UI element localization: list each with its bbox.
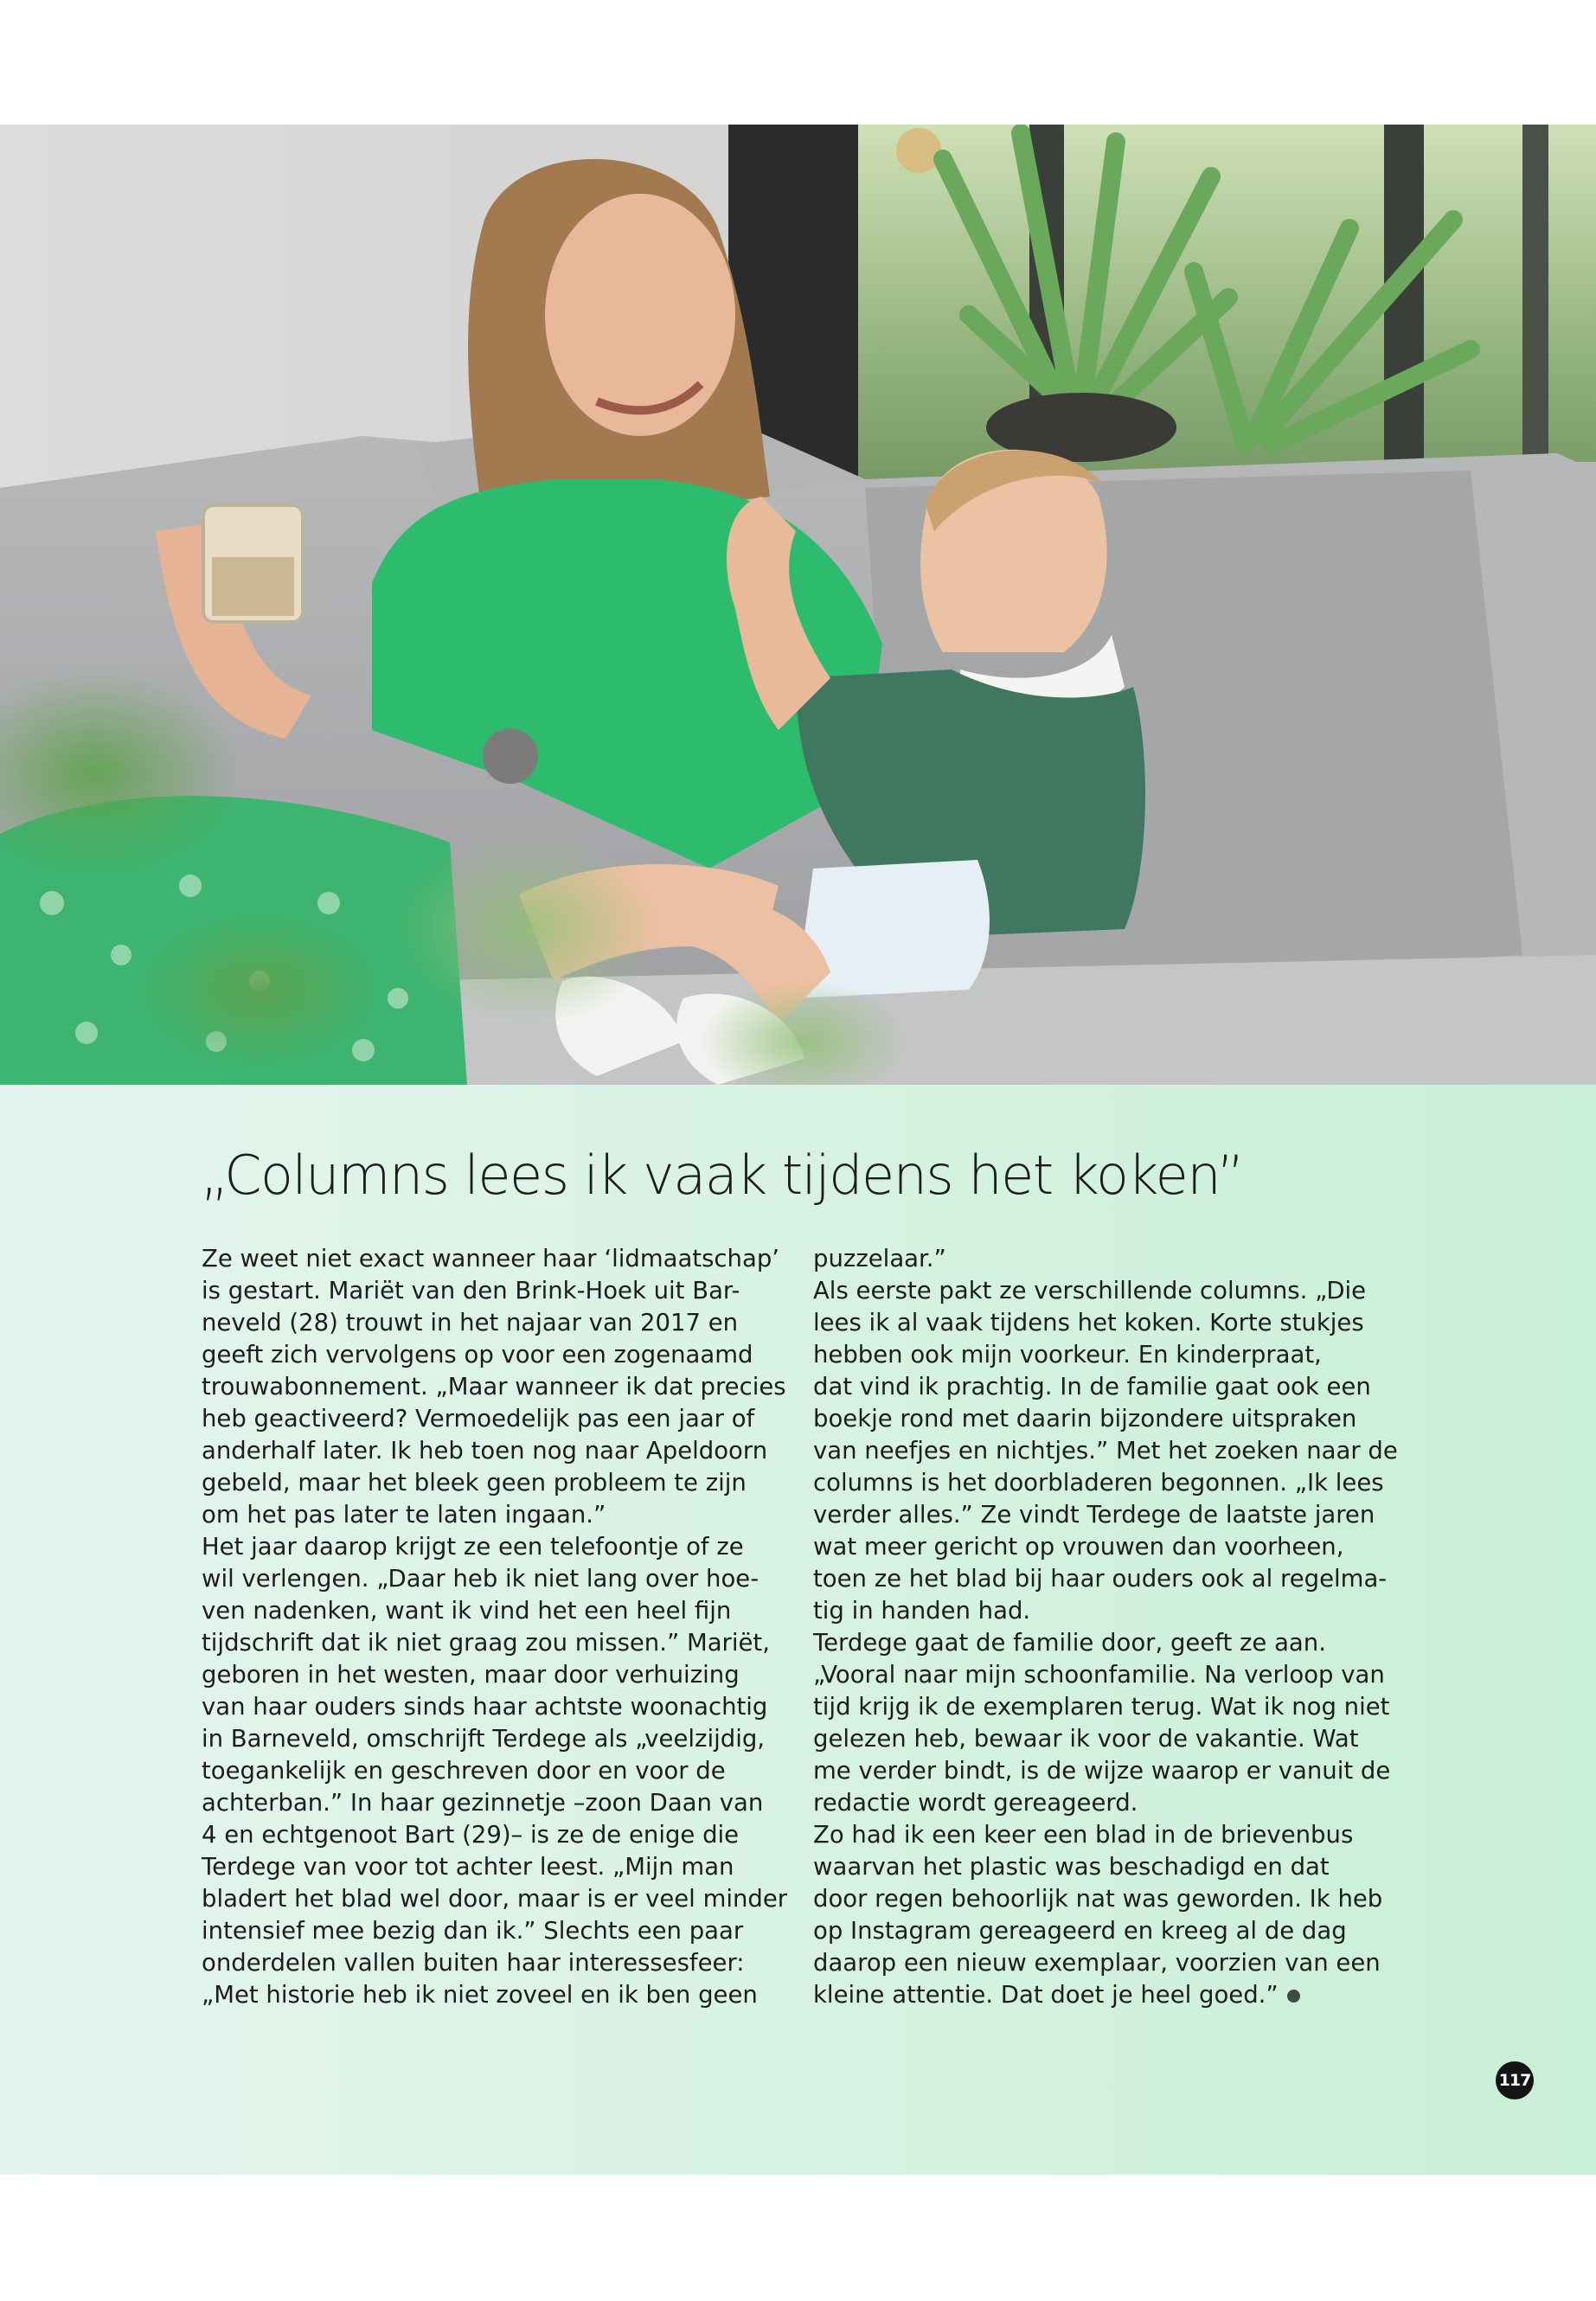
article-line-text: is gestart. Mariët van den Brink-Hoek uit Bar- <box>202 1277 740 1304</box>
article-line-text: achterban.” In haar gezinnetje –zoon Daan van <box>202 1789 764 1817</box>
article-line-text: van haar ouders sinds haar achtste woonachtig <box>202 1693 768 1721</box>
article-line-text: geboren in het westen, maar door verhuizing <box>202 1661 740 1689</box>
article-line-text: lees ik al vaak tijdens het koken. Korte stukjes <box>813 1309 1364 1336</box>
article-line <box>202 1371 807 1403</box>
article-line-text: daarop een nieuw exemplaar, voorzien van een <box>813 1949 1381 1977</box>
article-line <box>813 1947 1419 1979</box>
article-line-text: in Barneveld, omschrijft Terdege als „veelzijdig, <box>202 1725 766 1753</box>
article-line <box>202 1691 807 1723</box>
article-line-text: Het jaar daarop krijgt ze een telefoontje of ze <box>202 1533 744 1561</box>
article-line <box>813 1595 1419 1627</box>
article-line <box>202 1403 807 1435</box>
article-line <box>202 1819 807 1851</box>
article-line <box>202 1851 807 1883</box>
article-line <box>202 1915 807 1947</box>
article-line-text: Ze weet niet exact wanneer haar ‘lidmaatschap’ <box>202 1245 780 1272</box>
article-line <box>202 1275 807 1307</box>
article-line <box>813 1435 1419 1467</box>
article-line <box>813 1915 1419 1947</box>
article-line-text: neveld (28) trouwt in het najaar van 2017 en <box>202 1309 739 1336</box>
article-line-text: heb geactiveerd? Vermoedelijk pas een jaar of <box>202 1405 755 1433</box>
article-line-text: waarvan het plastic was beschadigd en dat <box>813 1853 1330 1881</box>
article-line <box>202 1307 807 1339</box>
article-line <box>202 1627 807 1659</box>
article-line-text: verder alles.” Ze vindt Terdege de laatste jaren <box>813 1501 1375 1529</box>
article-line <box>202 1659 807 1691</box>
article-line-text: hebben ook mijn voorkeur. En kinderpraat, <box>813 1341 1322 1368</box>
article-line-text: puzzelaar.” <box>813 1245 946 1272</box>
article-line <box>202 1467 807 1499</box>
article-line-text: me verder bindt, is de wijze waarop er vanuit de <box>813 1757 1391 1785</box>
page-number-badge: 117 <box>1496 2061 1534 2099</box>
article-line-text: gelezen heb, bewaar ik voor de vakantie. Wat <box>813 1725 1359 1753</box>
article-line-text: op Instagram gereageerd en kreeg al de dag <box>813 1917 1347 1945</box>
article-line <box>813 1979 1419 2011</box>
article-line-text: „Vooral naar mijn schoonfamilie. Na verloop van <box>813 1661 1385 1689</box>
article-left-column <box>202 1243 807 2011</box>
article-line <box>813 1403 1419 1435</box>
article-line <box>202 1787 807 1819</box>
article-line <box>813 1627 1419 1659</box>
article-line <box>813 1307 1419 1339</box>
article-line-text: trouwabonnement. „Maar wanneer ik dat precies <box>202 1373 786 1400</box>
article-line-text: tig in handen had. <box>813 1597 1031 1625</box>
article-line-text: redactie wordt gereageerd. <box>813 1789 1138 1817</box>
article-line <box>813 1659 1419 1691</box>
article-line <box>202 1499 807 1531</box>
article-line <box>813 1787 1419 1819</box>
article-headline: „Columns lees ik vaak tijdens het koken” <box>201 1144 1244 1207</box>
article-line <box>813 1883 1419 1915</box>
article-line-text: ven nadenken, want ik vind het een heel fijn <box>202 1597 732 1625</box>
article-line <box>202 1531 807 1563</box>
article-line-text: intensief mee bezig dan ik.” Slechts een paar <box>202 1917 744 1945</box>
article-line-text: 4 en echtgenoot Bart (29)– is ze de enige die <box>202 1821 740 1849</box>
article-line <box>202 1595 807 1627</box>
end-of-article-mark <box>1287 1990 1300 2003</box>
photo-mother-and-son-on-sofa <box>0 125 1596 1085</box>
article-line-text: Als eerste pakt ze verschillende columns. „Die <box>813 1277 1367 1304</box>
article-line-text: columns is het doorbladeren begonnen. „Ik lees <box>813 1469 1384 1497</box>
article-line-text: door regen behoorlijk nat was geworden. Ik heb <box>813 1885 1383 1913</box>
article-line-text: tijdschrift dat ik niet graag zou missen.” Mariët, <box>202 1629 770 1657</box>
article-line-text: bladert het blad wel door, maar is er veel minder <box>202 1885 788 1913</box>
article-line-text: wat meer gericht op vrouwen dan voorheen, <box>813 1533 1344 1561</box>
article-line <box>813 1755 1419 1787</box>
article-line-text: onderdelen vallen buiten haar interessesfeer: <box>202 1949 745 1977</box>
article-line <box>813 1851 1419 1883</box>
article-line <box>202 1947 807 1979</box>
article-line <box>813 1371 1419 1403</box>
article-line-text: toegankelijk en geschreven door en voor de <box>202 1757 726 1785</box>
article-line <box>813 1339 1419 1371</box>
article-line-text: Zo had ik een keer een blad in de brievenbus <box>813 1821 1354 1849</box>
article-line-text: wil verlengen. „Daar heb ik niet lang over hoe- <box>202 1565 760 1593</box>
article-line <box>813 1275 1419 1307</box>
article-line-text: „Met historie heb ik niet zoveel en ik ben geen <box>202 1981 758 2009</box>
article-line-text: Terdege van voor tot achter leest. „Mijn man <box>202 1853 734 1881</box>
article-line-text: geeft zich vervolgens op voor een zogenaamd <box>202 1341 753 1368</box>
article-line <box>202 1979 807 2011</box>
article-line <box>202 1723 807 1755</box>
article-line <box>813 1531 1419 1563</box>
article-line <box>813 1243 1419 1275</box>
article-line <box>202 1755 807 1787</box>
article-line-text: om het pas later te laten ingaan.” <box>202 1501 606 1529</box>
article-line <box>813 1691 1419 1723</box>
article-line <box>813 1467 1419 1499</box>
article-right-column <box>813 1243 1419 2011</box>
article-line <box>813 1723 1419 1755</box>
article-line <box>813 1819 1419 1851</box>
article-line <box>202 1339 807 1371</box>
article-line-text: gebeld, maar het bleek geen probleem te zijn <box>202 1469 747 1497</box>
article-line <box>202 1243 807 1275</box>
article-line <box>813 1499 1419 1531</box>
article-line-text: van neefjes en nichtjes.” Met het zoeken naar de <box>813 1437 1398 1465</box>
article-line <box>202 1563 807 1595</box>
article-line <box>202 1435 807 1467</box>
article-line <box>813 1563 1419 1595</box>
article-line <box>202 1883 807 1915</box>
article-line-text: Terdege gaat de familie door, geeft ze aan. <box>813 1629 1326 1657</box>
article-line-text: kleine attentie. Dat doet je heel goed.” <box>813 1981 1279 2009</box>
feature-photo <box>0 125 1596 1085</box>
article-line-text: toen ze het blad bij haar ouders ook al regelma- <box>813 1565 1388 1593</box>
article-line-text: anderhalf later. Ik heb toen nog naar Apeldoorn <box>202 1437 768 1465</box>
article-line-text: tijd krijg ik de exemplaren terug. Wat ik nog niet <box>813 1693 1390 1721</box>
article-line-text: dat vind ik prachtig. In de familie gaat ook een <box>813 1373 1371 1400</box>
article-line-text: boekje rond met daarin bijzondere uitspraken <box>813 1405 1357 1433</box>
